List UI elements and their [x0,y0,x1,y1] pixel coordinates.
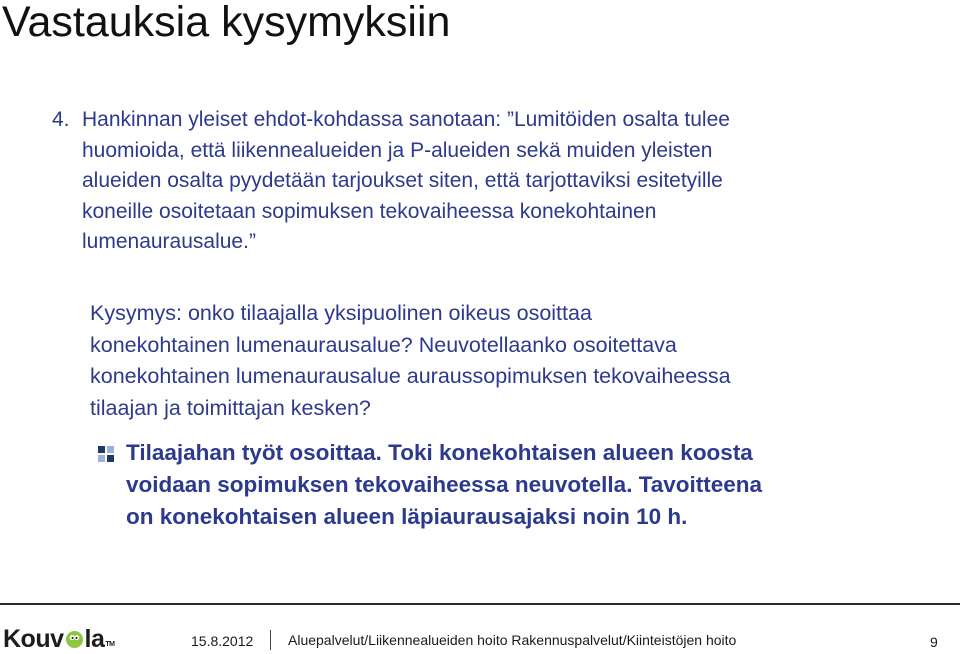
question-line: tilaajan ja toimittajan kesken? [90,395,371,420]
kouvola-logo [3,624,114,652]
quote-line: huomioida, että liikennealueiden ja P-alueiden sekä muiden yleisten [82,138,713,162]
logo-trademark: TM [105,641,115,648]
slide-title: Vastauksia kysymyksiin [2,0,451,46]
answer-line: on konekohtaisen alueen läpiaurausajaksi noin 10 h. [126,504,688,529]
answer-line: Tilaajahan työt osoittaa. Toki konekohtaisen alueen koosta [126,440,753,465]
square-bullet-icon [98,446,114,462]
question-line: Kysymys: onko tilaajalla yksipuolinen oikeus osoittaa [90,301,592,325]
footer-department: Aluepalvelut/Liikennealueiden hoito Rakennuspalvelut/Kiinteistöjen hoito [288,632,737,648]
logo-text-end: la [84,625,105,653]
quote-number: 4. [52,108,70,131]
logo-text-start: Kouv [3,625,64,653]
answer-block [126,437,946,533]
question-line: konekohtainen lumenaurausalue? Neuvotellaanko osoitettava [90,332,677,357]
quote-text [82,105,932,258]
question-block [90,298,940,424]
quote-line: koneille osoitetaan sopimuksen tekovaiheessa konekohtainen [82,199,657,223]
quote-line: Hankinnan yleiset ehdot-kohdassa sanotaan: ”Lumitöiden osalta tulee [82,108,730,131]
footer-separator [270,630,271,650]
quote-line: lumenaurausalue.” [82,230,256,253]
footer-date: 15.8.2012 [191,633,254,649]
quote-block [52,105,932,253]
kouvola-logo-o-icon [65,630,84,649]
footer-divider [0,603,960,605]
question-line: konekohtainen lumenaurausalue auraussopimuksen tekovaiheessa [90,364,731,388]
answer-line: voidaan sopimuksen tekovaiheessa neuvotella. Tavoitteena [126,472,763,497]
quote-line: alueiden osalta pyydetään tarjoukset siten, että tarjottaviksi esitetyille [82,169,723,192]
page-number: 9 [930,634,938,650]
